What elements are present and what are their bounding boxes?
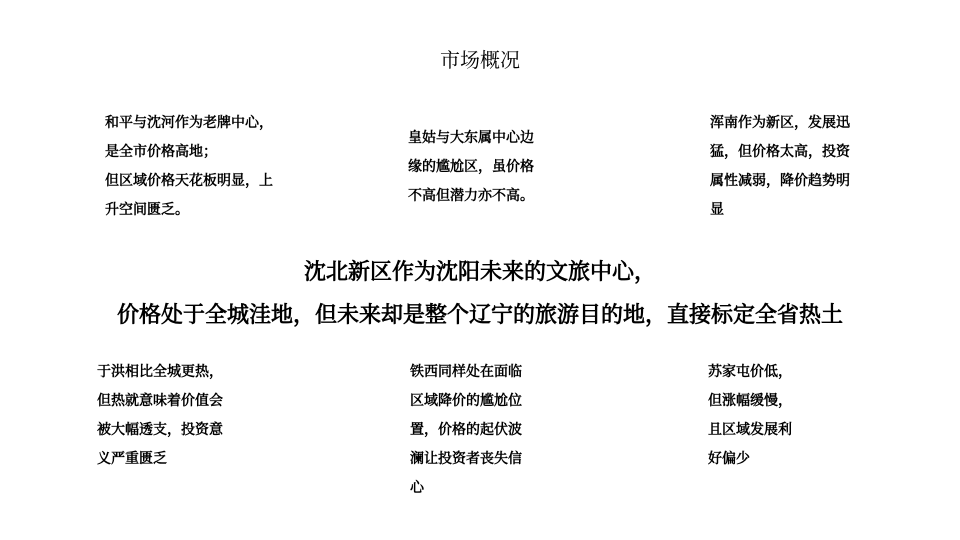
note-line: 义严重匮乏	[97, 451, 167, 467]
district-note-huanggu-dadong	[408, 124, 534, 211]
note-line: 但热就意味着价值会	[97, 393, 223, 409]
note-line: 属性减弱，降价趋势明	[710, 173, 850, 189]
note-line: 铁西同样处在面临	[410, 364, 522, 380]
note-line: 置，价格的起伏波	[410, 422, 522, 438]
note-line: 缘的尴尬区，虽价格	[408, 159, 534, 175]
district-note-hunnan	[710, 109, 850, 225]
note-line: 皇姑与大东属中心边	[408, 130, 534, 146]
note-line: 和平与沈河作为老牌中心，	[105, 115, 273, 131]
note-line: 升空间匮乏。	[105, 202, 189, 218]
note-line: 猛，但价格太高，投资	[710, 144, 850, 160]
note-line: 但涨幅缓慢，	[708, 393, 792, 409]
note-line: 澜让投资者丧失信	[410, 451, 522, 467]
district-note-heping-shenhe	[105, 109, 273, 225]
note-line: 于洪相比全城更热，	[97, 364, 223, 380]
note-line: 区域降价的尴尬位	[410, 393, 522, 409]
note-line: 被大幅透支，投资意	[97, 422, 223, 438]
district-note-tiexi	[410, 358, 522, 503]
note-line: 浑南作为新区，发展迅	[710, 115, 850, 131]
district-note-sujiatun	[708, 358, 792, 474]
note-line: 是全市价格高地；	[105, 144, 217, 160]
note-line: 心	[410, 480, 424, 496]
headline-line-2: 价格处于全城洼地，但未来却是整个辽宁的旅游目的地，直接标定全省热土	[116, 303, 843, 328]
district-note-yuhong	[97, 358, 223, 474]
note-line: 显	[710, 202, 724, 218]
note-line: 不高但潜力亦不高。	[408, 188, 534, 204]
note-line: 好偏少	[708, 451, 750, 467]
note-line: 苏家屯价低，	[708, 364, 792, 380]
headline-line-1: 沈北新区作为沈阳未来的文旅中心，	[303, 260, 656, 285]
page-title: 市场概况	[440, 48, 520, 72]
note-line: 且区域发展利	[708, 422, 792, 438]
note-line: 但区域价格天花板明显，上	[105, 173, 273, 189]
